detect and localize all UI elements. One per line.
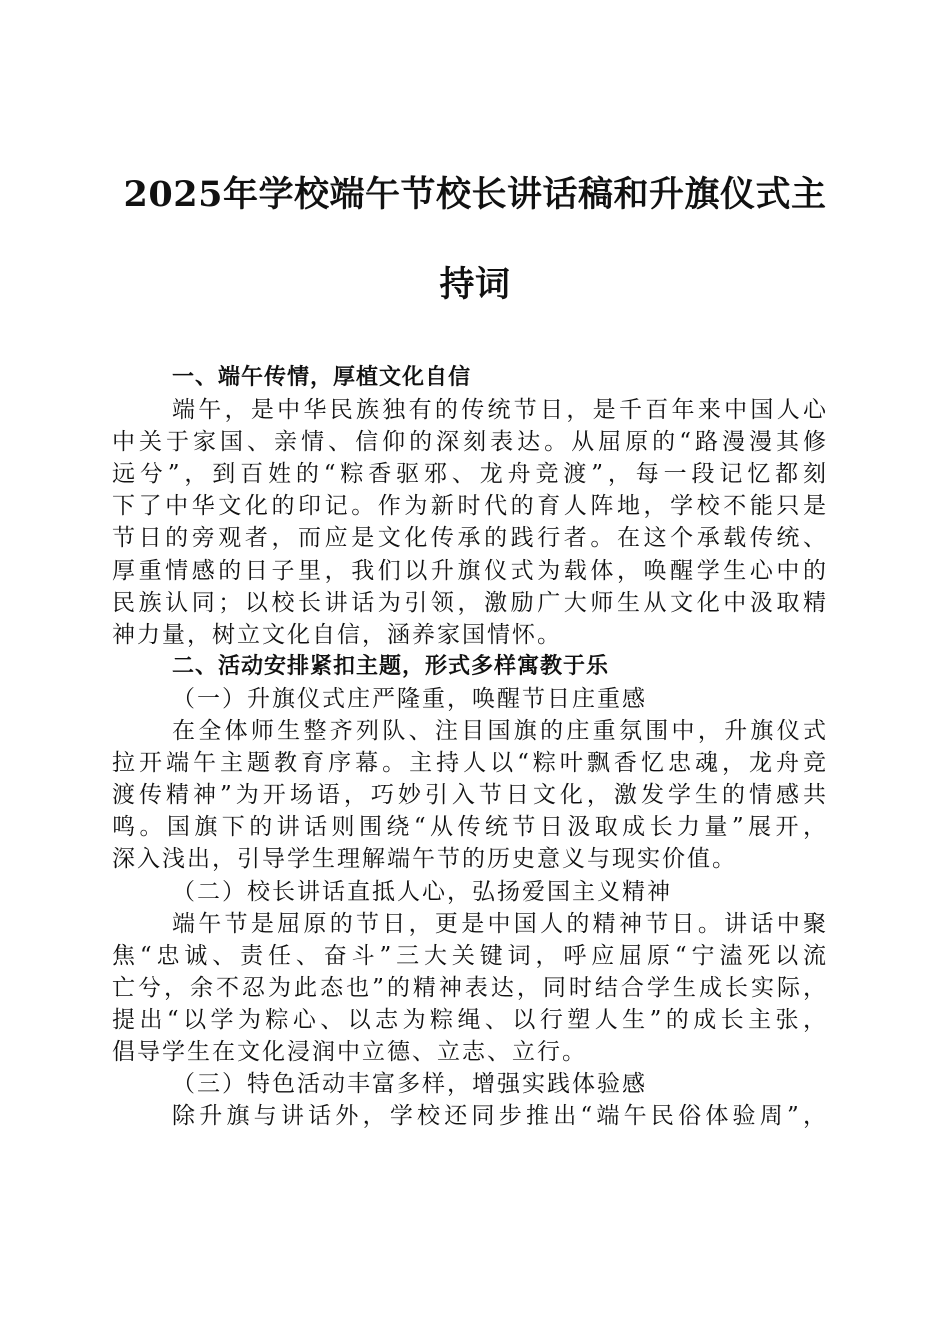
paragraph-line: 提出“以学为粽心、以志为粽绳、以行塑人生”的成长主张， (112, 1006, 828, 1033)
document-body (112, 362, 828, 1132)
paragraph-line: 拉开端午主题教育序幕。主持人以“粽叶飘香忆忠魂，龙舟竞 (112, 750, 828, 777)
paragraph-line: 鸣。国旗下的讲话则围绕“从传统节日汲取成长力量”展开， (112, 814, 828, 841)
section-1-heading: 一、端午传情，厚植文化自信 (172, 365, 472, 390)
paragraph-line: 民族认同；以校长讲话为引领，激励广大师生从文化中汲取精 (112, 589, 828, 616)
paragraph-line: 厚重情感的日子里，我们以升旗仪式为载体，唤醒学生心中的 (112, 557, 828, 584)
paragraph-line: 神力量，树立文化自信，涵养家国情怀。 (112, 621, 562, 648)
paragraph-line: 倡导学生在文化浸润中立德、立志、立行。 (112, 1038, 587, 1065)
paragraph-line: 在全体师生整齐列队、注目国旗的庄重氛围中，升旗仪式 (172, 718, 828, 745)
paragraph-line: 中关于家国、亲情、信仰的深刻表达。从屈原的“路漫漫其修 (112, 429, 828, 456)
paragraph-line: 端午，是中华民族独有的传统节日，是千百年来中国人心 (172, 397, 828, 424)
paragraph-line: 除升旗与讲话外，学校还同步推出“端午民俗体验周”， (172, 1103, 828, 1130)
paragraph-line: 下了中华文化的印记。作为新时代的育人阵地，学校不能只是 (112, 493, 828, 520)
paragraph-line: 端午节是屈原的节日，更是中国人的精神节日。讲话中聚 (172, 910, 828, 937)
subsection-3-heading: （三）特色活动丰富多样，增强实践体验感 (172, 1071, 647, 1098)
paragraph-line: 渡传精神”为开场语，巧妙引入节日文化，激发学生的情感共 (112, 782, 828, 809)
section-2-heading: 二、活动安排紧扣主题，形式多样寓教于乐 (172, 653, 610, 679)
subsection-1-heading: （一）升旗仪式庄严隆重，唤醒节日庄重感 (172, 685, 647, 712)
paragraph-line: 节日的旁观者，而应是文化传承的践行者。在这个承载传统、 (112, 525, 828, 552)
document-title-line-1: 2025年学校端午节校长讲话稿和升旗仪式主 (123, 174, 827, 215)
subsection-2-heading: （二）校长讲话直抵人心，弘扬爱国主义精神 (172, 878, 672, 905)
paragraph-line: 远兮”，到百姓的“粽香驱邪、龙舟竞渡”，每一段记忆都刻 (112, 461, 828, 488)
paragraph-line: 焦“忠诚、责任、奋斗”三大关键词，呼应屈原“宁溘死以流 (112, 942, 828, 969)
paragraph-line: 亡兮，余不忍为此态也”的精神表达，同时结合学生成长实际， (112, 974, 828, 1001)
paragraph-line: 深入浅出，引导学生理解端午节的历史意义与现实价值。 (112, 846, 737, 873)
document-title-line-2: 持词 (439, 264, 511, 305)
